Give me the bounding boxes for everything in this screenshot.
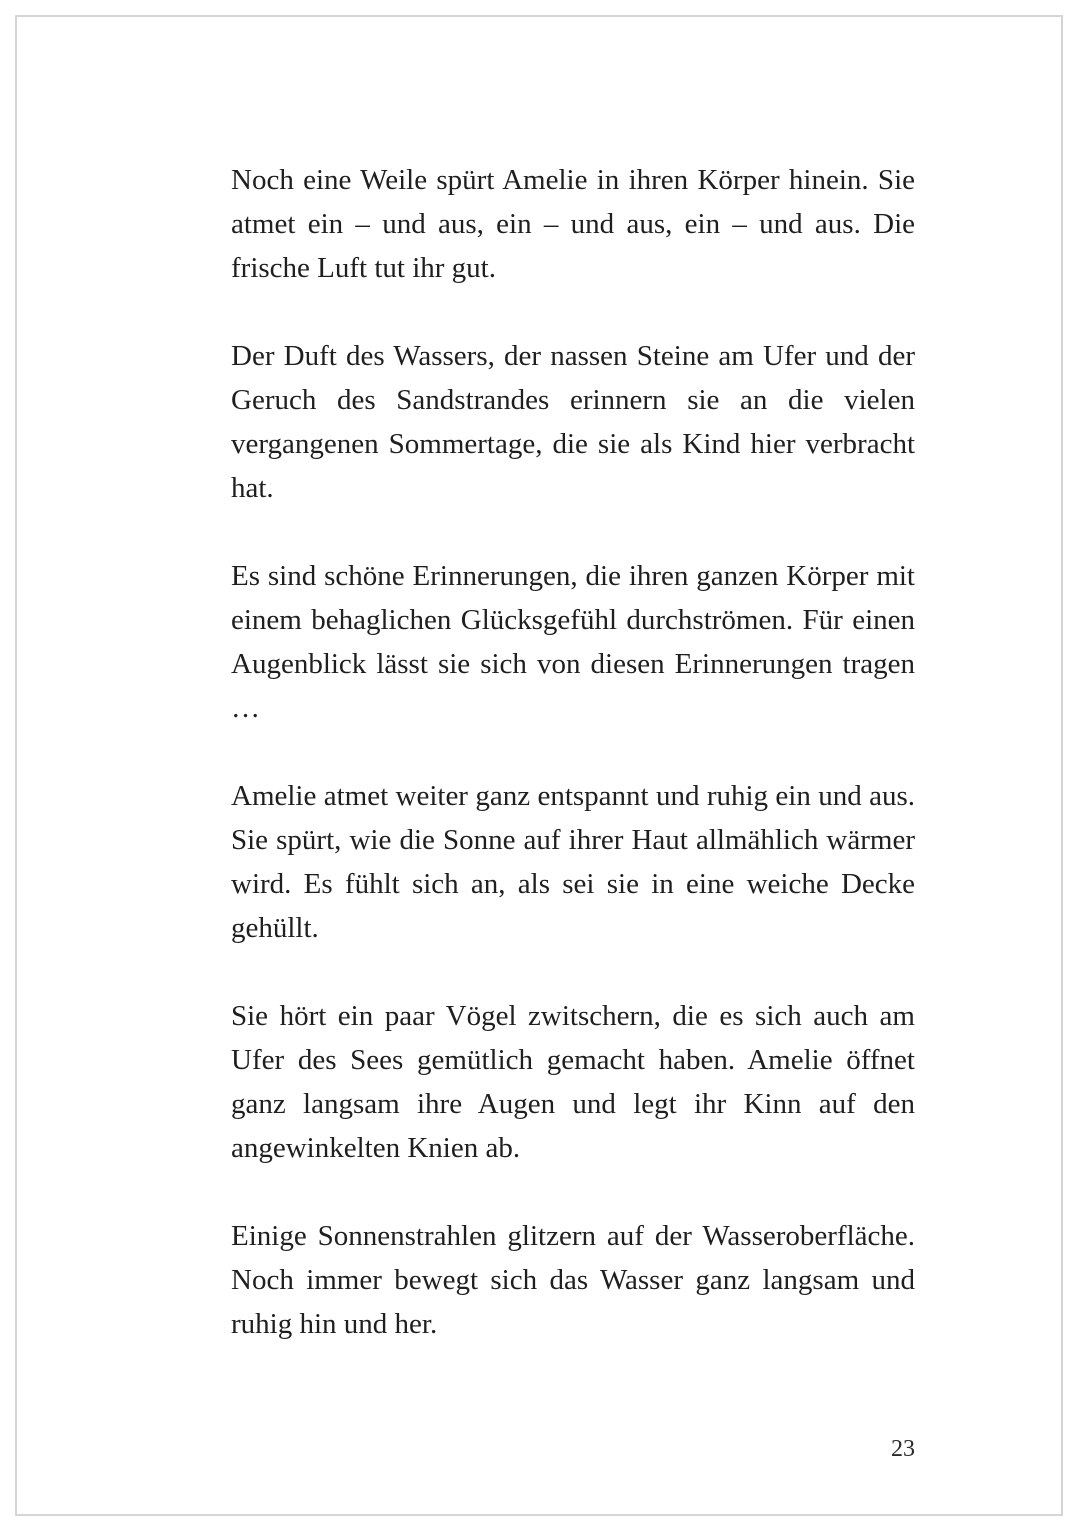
paragraph-birds: Sie hört ein paar Vögel zwitschern, die es sich auch am Ufer des Sees gemütlich gemacht haben. Amelie öffnet ganz langsam ihre Augen und legt ihr Kinn auf den angewinkelten Knien ab. <box>231 1000 915 1164</box>
page-number: 23 <box>891 1436 915 1462</box>
paragraph-sun-warmth: Amelie atmet weiter ganz entspannt und ruhig ein und aus. Sie spürt, wie die Sonne auf ihrer Haut allmählich wärmer wird. Es fühlt sich an, als sei sie in eine weiche Decke gehüllt. <box>231 780 915 944</box>
paragraph-memories: Es sind schöne Erinnerungen, die ihren ganzen Körper mit einem behaglichen Glücksgefühl durchströmen. Für einen Augenblick lässt sie sich von diesen Erinnerungen tragen … <box>231 560 915 724</box>
paragraph-scents: Der Duft des Wassers, der nassen Steine am Ufer und der Geruch des Sandstrandes erinnern sie an die vielen vergangenen Sommertage, die sie als Kind hier verbracht hat. <box>231 340 915 504</box>
paragraph-breathing: Noch eine Weile spürt Amelie in ihren Körper hinein. Sie atmet ein – und aus, ein – und aus, ein – und aus. Die frische Luft tut ihr gut. <box>231 164 915 284</box>
story-text-block <box>231 158 915 1390</box>
paragraph-water-sparkle: Einige Sonnenstrahlen glitzern auf der Wasseroberfläche. Noch immer bewegt sich das Wasser ganz langsam und ruhig hin und her. <box>231 1220 915 1340</box>
